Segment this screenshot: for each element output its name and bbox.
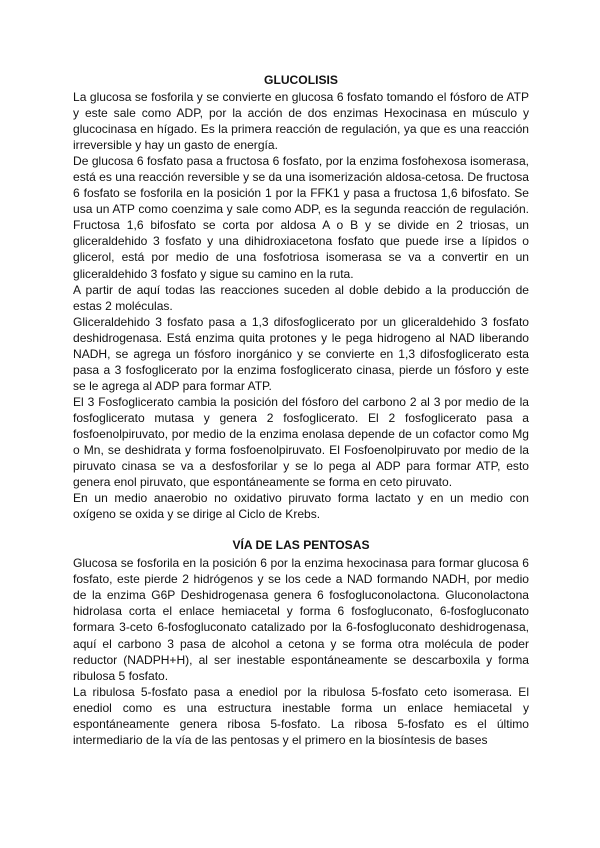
paragraph: El 3 Fosfoglicerato cambia la posición del fósforo del carbono 2 al 3 por medio de la fosfoglicerato mutasa y genera 2 fosfoglicerato. El 2 fosfoglicerato pasa a fosfoenolpiruvato, por medio de la enzima enolasa depende de un cofactor como Mg o Mn, se deshidrata y forma fosfoenolpiruvato. El Fosfoenolpiruvato por medio de la piruvato cinasa se va a desfosforilar y se lo pega al ADP para formar ATP, esto genera enol piruvato, que espontáneamente se forma en ceto piruvato. <box>73 394 529 490</box>
paragraph: Gliceraldehido 3 fosfato pasa a 1,3 difosfoglicerato por un gliceraldehido 3 fosfato deshidrogenasa. Está enzima quita protones y le pega hidrogeno al NAD liberando NADH, se agrega un fósforo inorgánico y se convierte en 1,3 difosfoglicerato esta pasa a 3 fosfoglicerato por la enzima fosfoglicerato cinasa, pierde un fósforo y este se le agrega al ADP para formar ATP. <box>73 314 529 393</box>
paragraph: De glucosa 6 fosfato pasa a fructosa 6 fosfato, por la enzima fosfohexosa isomerasa, está es una reacción reversible y se da una isomerización aldosa-cetosa. De fructosa 6 fosfato se fosforila en la posición 1 por la FFK1 y pasa a fructosa 1,6 bifosfato. Se usa un ATP como coenzima y sale como ADP, es la segunda reacción de regulación. Fructosa 1,6 bifosfato se corta por aldosa A o B y se divide en 2 triosas, un gliceraldehido 3 fosfato y una dihidroxiacetona fosfato que puede irse a lípidos o glicerol, está por medio de una fosfotriosa isomerasa se va a convertir en un gliceraldehido 3 fosfato y sigue su camino en la ruta. <box>73 154 530 281</box>
paragraph: En un medio anaerobio no oxidativo piruvato forma lactato y en un medio con oxígeno se oxida y se dirige al Ciclo de Krebs. <box>73 491 529 522</box>
paragraph: La ribulosa 5-fosfato pasa a enediol por la ribulosa 5-fosfato ceto isomerasa. El enediol como es una estructura inestable forma un enlace hemiacetal y espontáneamente genera ribosa 5-fosfato. La ribosa 5-fosfato es el último intermediario de la vía de las pentosas y el primero en la biosíntesis de bases <box>73 684 529 747</box>
section-title-pentosas: VÍA DE LAS PENTOSAS <box>232 538 370 553</box>
paragraph: Glucosa se fosforila en la posición 6 por la enzima hexocinasa para formar glucosa 6 fosfato, este pierde 2 hidrógenos y se los cede a NAD formando NADH, por medio de la enzima G6P Deshidrogenasa genera 6 fosfogluconolactona. Gluconolactona hidrolasa corta el enlace hemiacetal y forma 6 fosfogluconato, 6-fosfogluconato formara 3-ceto 6-fosfogluconato catalizado por la 6-fosfogluconato deshidrogenasa, aquí el carbono 3 pasa de alcohol a cetona y se forma otra molécula de poder reductor (NADPH+H), al ser inestable espontáneamente se descarboxila y forma ribulosa 5 fosfato. <box>73 556 529 683</box>
paragraph: A partir de aquí todas las reacciones suceden al doble debido a la producción de estas 2 moléculas. <box>73 282 529 313</box>
paragraph: La glucosa se fosforila y se convierte en glucosa 6 fosfato tomando el fósforo de ATP y este sale como ADP, por la acción de dos enzimas Hexocinasa en músculo y glucocinasa en hígado. Es la primera reacción de regulación, ya que es una reacción irreversible y hay un gasto de energía. <box>73 90 529 153</box>
section-title-glucolisis: GLUCOLISIS <box>264 73 338 87</box>
